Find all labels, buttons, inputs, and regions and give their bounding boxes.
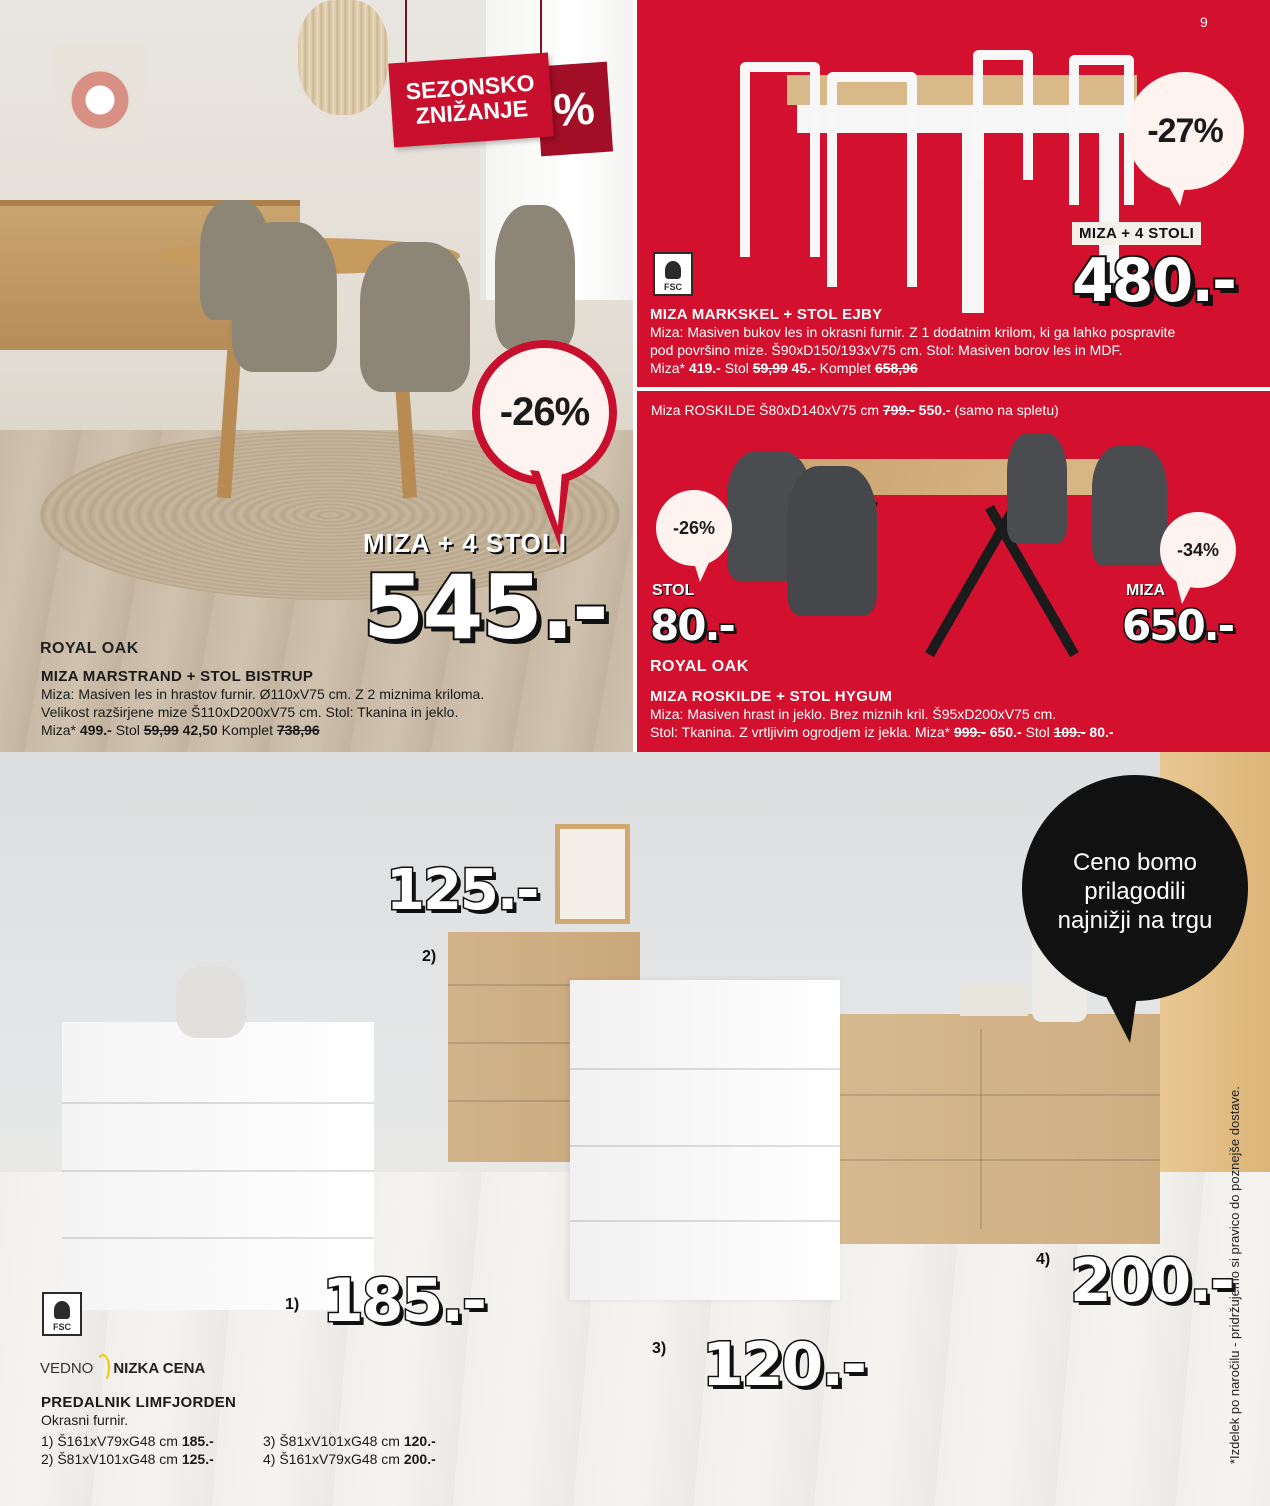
marstrand-chair-new-price: 42,50 xyxy=(178,722,218,738)
roskilde-chair-bubble-tail xyxy=(690,556,720,584)
variant-4-text: 4) Š161xV79xG48 cm xyxy=(263,1451,404,1467)
marstrand-chair-old-price: 59,99 xyxy=(143,722,179,738)
dresser-4-number: 4) xyxy=(1036,1251,1051,1268)
dresser-2-price: 125.- xyxy=(386,858,538,923)
delivery-note xyxy=(1227,1064,1257,1464)
badge-ring-icon xyxy=(96,1354,110,1382)
dresser-1-number: 1) xyxy=(285,1296,300,1313)
roskilde-chair xyxy=(1007,433,1067,543)
dresser-2-number: 2) xyxy=(422,948,437,965)
page-number: 9 xyxy=(1200,14,1208,30)
roskilde-chair xyxy=(1092,446,1167,566)
marstrand-desc-line2: Velikost razširjene mize Š110xD200xV75 cm. Stol: Tkanina in jeklo. xyxy=(41,704,459,720)
variant-1-price: 185.- xyxy=(181,1433,214,1449)
markskel-desc-line2: pod površino mize. Š90xD150/193xV75 cm. Stol: Masiven borov les in MDF. xyxy=(650,342,1123,358)
dresser-3-number: 3) xyxy=(652,1340,667,1357)
marstrand-set-old-price: 738,96 xyxy=(276,722,320,738)
roskilde-online-prefix: Miza ROSKILDE Š80xD140xV75 cm xyxy=(651,402,883,418)
marstrand-price-prefix: Miza* xyxy=(41,722,80,738)
season-percent-text: % xyxy=(551,81,597,137)
variant-2-text: 2) Š81xV101xG48 cm xyxy=(41,1451,182,1467)
markskel-set-label: MIZA + 4 STOLI xyxy=(1072,222,1201,245)
roskilde-online-note xyxy=(651,402,1059,418)
dresser-3-price: 120.- xyxy=(702,1330,865,1400)
variant-1 xyxy=(41,1432,261,1450)
roskilde-price-prefix: Stol: Tkanina. Z vrtljivim ogrodjem iz jekla. Miza* xyxy=(650,724,954,740)
roskilde-chair-new-price: 80.- xyxy=(1085,724,1114,740)
variant-3-text: 3) Š81xV101xG48 cm xyxy=(263,1433,404,1449)
price-guarantee-bubble-tail xyxy=(1090,975,1150,1045)
roskilde-chair xyxy=(787,466,877,616)
price-guarantee-line3: najnižji na trgu xyxy=(1057,906,1213,934)
markskel-chair-new-price: 45.- xyxy=(787,360,816,376)
variant-3-price: 120.- xyxy=(403,1433,436,1449)
price-guarantee-line1: Ceno bomo xyxy=(1072,848,1198,876)
markskel-price-prefix: Miza* xyxy=(650,360,689,376)
markskel-chair xyxy=(973,50,1033,180)
roskilde-online-new-price: 550.- xyxy=(914,402,951,418)
pendant-lamp-image xyxy=(298,0,388,115)
markskel-chair xyxy=(1069,55,1134,205)
season-sign-line2: ZNIŽANJE xyxy=(414,95,529,129)
roskilde-chair-label: STOL xyxy=(652,582,695,599)
markskel-chair-old-price: 59,99 xyxy=(752,360,788,376)
fsc-logo xyxy=(42,1292,82,1336)
sign-cord xyxy=(540,0,542,60)
marstrand-brand-logo: ROYAL OAK xyxy=(40,640,139,657)
fsc-label: FSC xyxy=(53,1322,71,1332)
markskel-set-word: Komplet xyxy=(815,360,875,376)
roskilde-chair-discount-bubble xyxy=(656,490,732,566)
markskel-discount-text: -27% xyxy=(1147,111,1223,150)
variant-3 xyxy=(263,1432,483,1450)
roskilde-table-old-price: 999.- xyxy=(953,724,986,740)
markskel-chair xyxy=(740,62,820,257)
fsc-label: FSC xyxy=(664,282,682,292)
variant-4 xyxy=(263,1450,483,1468)
markskel-chair-word: Stol xyxy=(720,360,753,376)
markskel-chair xyxy=(827,72,917,287)
variant-2 xyxy=(41,1450,261,1468)
marstrand-set-label: MIZA + 4 STOLI xyxy=(363,528,567,558)
roskilde-online-suffix: (samo na spletu) xyxy=(950,402,1059,418)
markskel-desc-line1: Miza: Masiven bukov les in okrasni furnir. Z 1 dodatnim krilom, ki ga lahko pospravite xyxy=(650,324,1176,340)
roskilde-table-discount-bubble xyxy=(1160,512,1236,588)
dresser-4-image xyxy=(840,1014,1160,1244)
fsc-logo xyxy=(653,252,693,296)
limfjorden-info xyxy=(41,1394,601,1429)
roskilde-table-discount-text: -34% xyxy=(1176,539,1220,560)
badge-left-text: VEDNO xyxy=(40,1359,94,1377)
markskel-price: 480.- xyxy=(1072,246,1235,316)
chair-image xyxy=(360,242,470,392)
limfjorden-subtitle: Okrasni furnir. xyxy=(41,1412,129,1428)
marstrand-price-line xyxy=(41,721,621,739)
always-low-price-badge xyxy=(40,1354,205,1382)
season-sign-line1: SEZONSKO xyxy=(404,69,536,105)
roskilde-online-old-price: 799.- xyxy=(882,402,915,418)
vase-image xyxy=(176,966,246,1038)
marstrand-chair-word: Stol xyxy=(111,722,144,738)
roskilde-info xyxy=(650,688,1260,741)
seasonal-sale-sign xyxy=(388,53,553,148)
limfjorden-variants-col1 xyxy=(41,1432,261,1468)
roskilde-table-new-price: 650.- xyxy=(985,724,1022,740)
variant-1-text: 1) Š161xV79xG48 cm xyxy=(41,1433,182,1449)
roskilde-chair-word: Stol xyxy=(1021,724,1054,740)
roskilde-desc-line1: Miza: Masiven hrast in jeklo. Brez miznih kril. Š95xD200xV75 cm. xyxy=(650,706,1057,722)
roskilde-table-price: 650.- xyxy=(1122,601,1234,650)
markskel-set-old-price: 658,96 xyxy=(874,360,918,376)
marstrand-title: MIZA MARSTRAND + STOL BISTRUP xyxy=(41,668,314,685)
markskel-table-price: 419.- xyxy=(688,360,721,376)
variant-2-price: 125.- xyxy=(181,1451,214,1467)
tree-icon xyxy=(54,1301,70,1319)
roskilde-chair-price: 80.- xyxy=(650,601,734,650)
dresser-1-price: 185.- xyxy=(322,1266,485,1336)
dresser-3-image xyxy=(570,980,840,1300)
roskilde-chair-old-price: 109.- xyxy=(1053,724,1086,740)
markskel-bubble-tail xyxy=(1150,168,1200,208)
chair-image xyxy=(200,200,270,320)
marstrand-discount-text: -26% xyxy=(499,390,590,434)
limfjorden-variants-col2 xyxy=(263,1432,483,1468)
price-guarantee-bubble xyxy=(1022,775,1248,1001)
delivery-note-text: *Izdelek po naročilu - pridržujemo si pravico do poznejše dostave. xyxy=(1227,1086,1242,1464)
roskilde-table-label: MIZA xyxy=(1126,582,1166,599)
marstrand-info xyxy=(41,668,621,739)
chair-image xyxy=(495,205,575,350)
marstrand-table-price: 499.- xyxy=(79,722,112,738)
variant-4-price: 200.- xyxy=(403,1451,436,1467)
markskel-info xyxy=(650,306,1260,377)
books-image xyxy=(960,984,1028,1016)
roskilde-brand-logo: ROYAL OAK xyxy=(650,658,749,675)
price-guarantee-line2: prilagodili xyxy=(1084,877,1186,905)
roskilde-chair-discount-text: -26% xyxy=(672,517,716,538)
markskel-title: MIZA MARKSKEL + STOL EJBY xyxy=(650,306,883,323)
wall-art-image xyxy=(55,45,145,145)
marstrand-price: 545.- xyxy=(363,556,607,659)
roskilde-title: MIZA ROSKILDE + STOL HYGUM xyxy=(650,688,893,705)
sign-cord xyxy=(405,0,407,62)
badge-right-text: NIZKA CENA xyxy=(113,1359,206,1377)
marstrand-set-word: Komplet xyxy=(217,722,277,738)
wall-frame-image xyxy=(555,824,630,924)
tree-icon xyxy=(665,261,681,279)
dresser-4-price: 200.- xyxy=(1070,1246,1233,1316)
roskilde-price-line xyxy=(650,723,1260,741)
marstrand-desc-line1: Miza: Masiven les in hrastov furnir. Ø110xV75 cm. Z 2 miznima kriloma. xyxy=(41,686,485,702)
limfjorden-title: PREDALNIK LIMFJORDEN xyxy=(41,1394,237,1411)
markskel-price-line xyxy=(650,359,1260,377)
